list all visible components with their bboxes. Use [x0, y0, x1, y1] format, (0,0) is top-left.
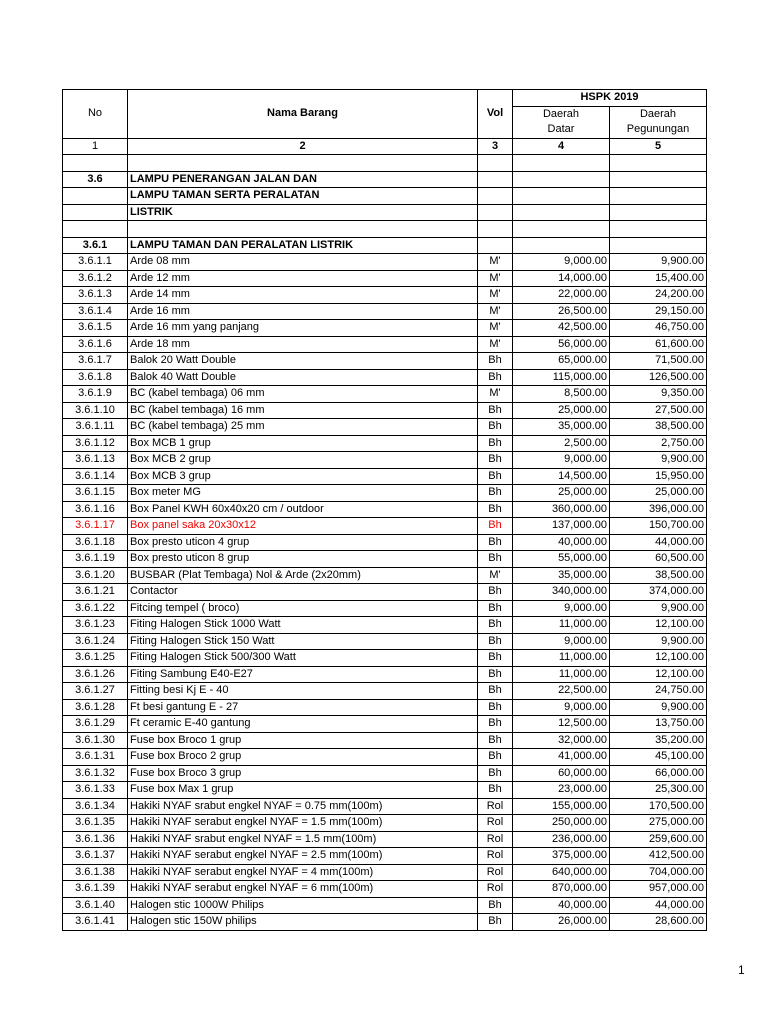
item-price-pegunungan: 374,000.00 — [610, 584, 707, 601]
table-row — [63, 914, 707, 931]
price-table — [62, 89, 707, 931]
item-no: 3.6.1.20 — [63, 567, 128, 584]
table-row — [63, 567, 707, 584]
item-vol: Bh — [478, 650, 513, 667]
item-name: Fitcing tempel ( broco) — [128, 600, 478, 617]
item-name: Hakiki NYAF srabut engkel NYAF = 1.5 mm(100m) — [128, 831, 478, 848]
item-price-datar: 115,000.00 — [513, 369, 610, 386]
item-vol: M' — [478, 287, 513, 304]
section-title-line-3: LISTRIK — [128, 204, 478, 221]
item-price-pegunungan: 38,500.00 — [610, 419, 707, 436]
header-row-1 — [63, 90, 707, 107]
table-row — [63, 336, 707, 353]
item-vol: Bh — [478, 353, 513, 370]
item-name: BC (kabel tembaga) 25 mm — [128, 419, 478, 436]
table-row — [63, 732, 707, 749]
item-price-pegunungan: 15,950.00 — [610, 468, 707, 485]
item-no: 3.6.1.6 — [63, 336, 128, 353]
item-price-pegunungan: 9,900.00 — [610, 600, 707, 617]
table-row — [63, 765, 707, 782]
item-vol: Bh — [478, 600, 513, 617]
col-num-2: 2 — [128, 138, 478, 155]
item-vol: M' — [478, 336, 513, 353]
item-vol: Bh — [478, 897, 513, 914]
item-no: 3.6.1.36 — [63, 831, 128, 848]
item-price-datar: 870,000.00 — [513, 881, 610, 898]
item-name: Hakiki NYAF serabut engkel NYAF = 4 mm(100m) — [128, 864, 478, 881]
item-vol: Bh — [478, 716, 513, 733]
item-price-datar: 14,500.00 — [513, 468, 610, 485]
item-price-datar: 8,500.00 — [513, 386, 610, 403]
item-no: 3.6.1.15 — [63, 485, 128, 502]
item-price-pegunungan: 60,500.00 — [610, 551, 707, 568]
item-price-pegunungan: 150,700.00 — [610, 518, 707, 535]
item-vol: Bh — [478, 518, 513, 535]
item-vol: Rol — [478, 831, 513, 848]
table-row — [63, 419, 707, 436]
item-no: 3.6.1.13 — [63, 452, 128, 469]
header-daerah-datar-1: Daerah — [513, 106, 610, 122]
table-row — [63, 270, 707, 287]
table-row — [63, 617, 707, 634]
table-row — [63, 815, 707, 832]
section-code: 3.6 — [63, 171, 128, 188]
item-price-datar: 9,000.00 — [513, 254, 610, 271]
item-no: 3.6.1.3 — [63, 287, 128, 304]
item-no: 3.6.1.10 — [63, 402, 128, 419]
table-row — [63, 551, 707, 568]
item-price-datar: 250,000.00 — [513, 815, 610, 832]
item-name: Arde 16 mm — [128, 303, 478, 320]
item-name: Balok 40 Watt Double — [128, 369, 478, 386]
item-name: Fitting besi Kj E - 40 — [128, 683, 478, 700]
price-table-sheet — [62, 89, 706, 931]
item-name: Fiting Sambung E40-E27 — [128, 666, 478, 683]
item-price-pegunungan: 24,750.00 — [610, 683, 707, 700]
col-num-1: 1 — [63, 138, 128, 155]
item-vol: M' — [478, 303, 513, 320]
item-price-datar: 35,000.00 — [513, 567, 610, 584]
item-price-datar: 25,000.00 — [513, 402, 610, 419]
item-vol: Rol — [478, 881, 513, 898]
item-vol: Rol — [478, 798, 513, 815]
item-no: 3.6.1.16 — [63, 501, 128, 518]
item-price-datar: 32,000.00 — [513, 732, 610, 749]
table-row — [63, 848, 707, 865]
item-price-datar: 35,000.00 — [513, 419, 610, 436]
section-title-line-2: LAMPU TAMAN SERTA PERALATAN — [128, 188, 478, 205]
item-price-datar: 340,000.00 — [513, 584, 610, 601]
item-name: Arde 12 mm — [128, 270, 478, 287]
item-name: Fuse box Broco 1 grup — [128, 732, 478, 749]
item-vol: Bh — [478, 534, 513, 551]
item-vol: M' — [478, 386, 513, 403]
item-price-datar: 11,000.00 — [513, 650, 610, 667]
table-row — [63, 287, 707, 304]
item-price-pegunungan: 29,150.00 — [610, 303, 707, 320]
header-no: No — [63, 90, 128, 139]
item-no: 3.6.1.27 — [63, 683, 128, 700]
item-name: Box presto uticon 8 grup — [128, 551, 478, 568]
item-no: 3.6.1.21 — [63, 584, 128, 601]
item-name: Halogen stic 150W philips — [128, 914, 478, 931]
item-name: Fiting Halogen Stick 500/300 Watt — [128, 650, 478, 667]
table-row — [63, 534, 707, 551]
item-vol: Bh — [478, 369, 513, 386]
item-price-pegunungan: 12,100.00 — [610, 650, 707, 667]
item-vol: Bh — [478, 485, 513, 502]
item-price-datar: 155,000.00 — [513, 798, 610, 815]
table-row — [63, 452, 707, 469]
item-no: 3.6.1.9 — [63, 386, 128, 403]
item-no: 3.6.1.28 — [63, 699, 128, 716]
item-name: Arde 18 mm — [128, 336, 478, 353]
item-price-datar: 55,000.00 — [513, 551, 610, 568]
item-no: 3.6.1.32 — [63, 765, 128, 782]
subsection-code: 3.6.1 — [63, 237, 128, 254]
item-price-pegunungan: 2,750.00 — [610, 435, 707, 452]
item-name: Box panel saka 20x30x12 — [128, 518, 478, 535]
item-vol: Bh — [478, 435, 513, 452]
item-vol: Rol — [478, 864, 513, 881]
item-vol: M' — [478, 270, 513, 287]
table-row — [63, 716, 707, 733]
item-price-datar: 360,000.00 — [513, 501, 610, 518]
item-no: 3.6.1.14 — [63, 468, 128, 485]
item-price-datar: 42,500.00 — [513, 320, 610, 337]
item-price-pegunungan: 38,500.00 — [610, 567, 707, 584]
item-price-datar: 2,500.00 — [513, 435, 610, 452]
item-vol: Bh — [478, 468, 513, 485]
item-price-pegunungan: 44,000.00 — [610, 897, 707, 914]
item-name: Box Panel KWH 60x40x20 cm / outdoor — [128, 501, 478, 518]
item-price-pegunungan: 27,500.00 — [610, 402, 707, 419]
item-price-pegunungan: 12,100.00 — [610, 666, 707, 683]
item-no: 3.6.1.26 — [63, 666, 128, 683]
item-price-datar: 56,000.00 — [513, 336, 610, 353]
item-name: BC (kabel tembaga) 16 mm — [128, 402, 478, 419]
table-row — [63, 897, 707, 914]
item-no: 3.6.1.29 — [63, 716, 128, 733]
item-price-datar: 11,000.00 — [513, 666, 610, 683]
item-name: Arde 14 mm — [128, 287, 478, 304]
item-price-datar: 9,000.00 — [513, 633, 610, 650]
item-no: 3.6.1.40 — [63, 897, 128, 914]
blank-row — [63, 221, 707, 238]
item-no: 3.6.1.23 — [63, 617, 128, 634]
item-name: Ft ceramic E-40 gantung — [128, 716, 478, 733]
item-name: Halogen stic 1000W Philips — [128, 897, 478, 914]
item-price-pegunungan: 957,000.00 — [610, 881, 707, 898]
item-price-datar: 26,500.00 — [513, 303, 610, 320]
item-no: 3.6.1.7 — [63, 353, 128, 370]
item-no: 3.6.1.8 — [63, 369, 128, 386]
item-price-datar: 22,500.00 — [513, 683, 610, 700]
table-row — [63, 254, 707, 271]
item-price-pegunungan: 25,000.00 — [610, 485, 707, 502]
item-price-pegunungan: 15,400.00 — [610, 270, 707, 287]
item-name: Contactor — [128, 584, 478, 601]
header-datar: Datar — [513, 122, 610, 138]
item-price-pegunungan: 44,000.00 — [610, 534, 707, 551]
item-vol: Rol — [478, 848, 513, 865]
item-vol: Bh — [478, 765, 513, 782]
section-title-line-1: LAMPU PENERANGAN JALAN DAN — [128, 171, 478, 188]
item-price-pegunungan: 9,350.00 — [610, 386, 707, 403]
table-row — [63, 468, 707, 485]
item-price-pegunungan: 126,500.00 — [610, 369, 707, 386]
item-vol: Bh — [478, 683, 513, 700]
item-price-pegunungan: 9,900.00 — [610, 452, 707, 469]
item-price-datar: 11,000.00 — [513, 617, 610, 634]
item-vol: Bh — [478, 551, 513, 568]
item-vol: M' — [478, 567, 513, 584]
item-vol: Bh — [478, 584, 513, 601]
item-price-pegunungan: 35,200.00 — [610, 732, 707, 749]
item-name: Box presto uticon 4 grup — [128, 534, 478, 551]
item-vol: Bh — [478, 452, 513, 469]
item-name: Hakiki NYAF serabut engkel NYAF = 6 mm(100m) — [128, 881, 478, 898]
item-price-datar: 22,000.00 — [513, 287, 610, 304]
item-price-pegunungan: 412,500.00 — [610, 848, 707, 865]
table-row — [63, 633, 707, 650]
item-price-pegunungan: 66,000.00 — [610, 765, 707, 782]
item-price-pegunungan: 25,300.00 — [610, 782, 707, 799]
subsection-row — [63, 237, 707, 254]
item-no: 3.6.1.38 — [63, 864, 128, 881]
item-price-pegunungan: 170,500.00 — [610, 798, 707, 815]
item-no: 3.6.1.22 — [63, 600, 128, 617]
table-row — [63, 749, 707, 766]
table-row — [63, 650, 707, 667]
header-pegunungan: Pegunungan — [610, 122, 707, 138]
item-no: 3.6.1.25 — [63, 650, 128, 667]
header-nama-barang: Nama Barang — [128, 90, 478, 139]
table-row — [63, 402, 707, 419]
item-name: Hakiki NYAF srabut engkel NYAF = 0.75 mm(100m) — [128, 798, 478, 815]
item-name: BC (kabel tembaga) 06 mm — [128, 386, 478, 403]
item-vol: Bh — [478, 914, 513, 931]
item-price-pegunungan: 46,750.00 — [610, 320, 707, 337]
item-price-pegunungan: 12,100.00 — [610, 617, 707, 634]
table-row — [63, 699, 707, 716]
table-row — [63, 485, 707, 502]
item-name: Box MCB 3 grup — [128, 468, 478, 485]
item-no: 3.6.1.11 — [63, 419, 128, 436]
item-price-pegunungan: 24,200.00 — [610, 287, 707, 304]
item-no: 3.6.1.37 — [63, 848, 128, 865]
item-no: 3.6.1.33 — [63, 782, 128, 799]
table-row — [63, 303, 707, 320]
item-price-datar: 41,000.00 — [513, 749, 610, 766]
item-no: 3.6.1.34 — [63, 798, 128, 815]
table-row — [63, 353, 707, 370]
item-vol: Bh — [478, 419, 513, 436]
item-vol: Bh — [478, 633, 513, 650]
item-price-datar: 65,000.00 — [513, 353, 610, 370]
item-price-datar: 137,000.00 — [513, 518, 610, 535]
item-no: 3.6.1.5 — [63, 320, 128, 337]
table-row — [63, 320, 707, 337]
item-vol: Bh — [478, 666, 513, 683]
item-price-datar: 375,000.00 — [513, 848, 610, 865]
item-name: Fuse box Broco 2 grup — [128, 749, 478, 766]
item-price-datar: 26,000.00 — [513, 914, 610, 931]
table-row — [63, 386, 707, 403]
item-no: 3.6.1.4 — [63, 303, 128, 320]
item-no: 3.6.1.17 — [63, 518, 128, 535]
section-row — [63, 171, 707, 188]
item-price-pegunungan: 9,900.00 — [610, 633, 707, 650]
item-price-pegunungan: 275,000.00 — [610, 815, 707, 832]
item-name: Arde 16 mm yang panjang — [128, 320, 478, 337]
item-price-pegunungan: 28,600.00 — [610, 914, 707, 931]
header-vol: Vol — [478, 90, 513, 139]
col-num-3: 3 — [478, 138, 513, 155]
item-price-pegunungan: 61,600.00 — [610, 336, 707, 353]
item-vol: Bh — [478, 699, 513, 716]
item-no: 3.6.1.12 — [63, 435, 128, 452]
item-price-datar: 9,000.00 — [513, 600, 610, 617]
table-row — [63, 683, 707, 700]
section-row-2 — [63, 188, 707, 205]
col-num-5: 5 — [610, 138, 707, 155]
item-name: Fuse box Max 1 grup — [128, 782, 478, 799]
item-name: Box MCB 1 grup — [128, 435, 478, 452]
item-price-pegunungan: 9,900.00 — [610, 699, 707, 716]
item-vol: Bh — [478, 782, 513, 799]
item-price-datar: 25,000.00 — [513, 485, 610, 502]
item-price-datar: 640,000.00 — [513, 864, 610, 881]
item-price-datar: 14,000.00 — [513, 270, 610, 287]
item-vol: M' — [478, 320, 513, 337]
table-row — [63, 435, 707, 452]
item-no: 3.6.1.41 — [63, 914, 128, 931]
item-name: Box meter MG — [128, 485, 478, 502]
item-name: Fiting Halogen Stick 150 Watt — [128, 633, 478, 650]
table-row — [63, 600, 707, 617]
item-name: Hakiki NYAF serabut engkel NYAF = 1.5 mm(100m) — [128, 815, 478, 832]
subsection-title: LAMPU TAMAN DAN PERALATAN LISTRIK — [128, 237, 478, 254]
blank-row — [63, 155, 707, 172]
item-no: 3.6.1.39 — [63, 881, 128, 898]
item-vol: Bh — [478, 732, 513, 749]
table-row — [63, 798, 707, 815]
item-price-pegunungan: 13,750.00 — [610, 716, 707, 733]
header-daerah-pegunungan-1: Daerah — [610, 106, 707, 122]
item-vol: Bh — [478, 402, 513, 419]
table-row — [63, 584, 707, 601]
item-vol: Bh — [478, 501, 513, 518]
col-num-4: 4 — [513, 138, 610, 155]
item-no: 3.6.1.1 — [63, 254, 128, 271]
table-row — [63, 369, 707, 386]
item-price-pegunungan: 396,000.00 — [610, 501, 707, 518]
table-row — [63, 831, 707, 848]
item-price-datar: 40,000.00 — [513, 897, 610, 914]
item-vol: Rol — [478, 815, 513, 832]
item-no: 3.6.1.30 — [63, 732, 128, 749]
item-name: Fiting Halogen Stick 1000 Watt — [128, 617, 478, 634]
item-vol: M' — [478, 254, 513, 271]
item-price-pegunungan: 71,500.00 — [610, 353, 707, 370]
item-vol: Bh — [478, 617, 513, 634]
item-vol: Bh — [478, 749, 513, 766]
item-no: 3.6.1.24 — [63, 633, 128, 650]
item-no: 3.6.1.31 — [63, 749, 128, 766]
item-name: Hakiki NYAF serabut engkel NYAF = 2.5 mm(100m) — [128, 848, 478, 865]
page-number: 1 — [738, 963, 745, 977]
item-price-pegunungan: 259,600.00 — [610, 831, 707, 848]
table-row — [63, 782, 707, 799]
item-no: 3.6.1.18 — [63, 534, 128, 551]
item-price-datar: 9,000.00 — [513, 699, 610, 716]
item-price-datar: 236,000.00 — [513, 831, 610, 848]
table-row — [63, 518, 707, 535]
item-name: Box MCB 2 grup — [128, 452, 478, 469]
item-price-datar: 60,000.00 — [513, 765, 610, 782]
table-row — [63, 864, 707, 881]
item-price-pegunungan: 9,900.00 — [610, 254, 707, 271]
item-price-datar: 9,000.00 — [513, 452, 610, 469]
item-price-pegunungan: 45,100.00 — [610, 749, 707, 766]
header-hspk: HSPK 2019 — [513, 90, 707, 107]
item-no: 3.6.1.35 — [63, 815, 128, 832]
item-name: Fuse box Broco 3 grup — [128, 765, 478, 782]
item-price-datar: 12,500.00 — [513, 716, 610, 733]
item-name: Balok 20 Watt Double — [128, 353, 478, 370]
item-name: BUSBAR (Plat Tembaga) Nol & Arde (2x20mm) — [128, 567, 478, 584]
item-price-datar: 40,000.00 — [513, 534, 610, 551]
section-row-3 — [63, 204, 707, 221]
table-row — [63, 881, 707, 898]
table-row — [63, 666, 707, 683]
item-no: 3.6.1.19 — [63, 551, 128, 568]
table-row — [63, 501, 707, 518]
item-price-pegunungan: 704,000.00 — [610, 864, 707, 881]
item-name: Ft besi gantung E - 27 — [128, 699, 478, 716]
item-no: 3.6.1.2 — [63, 270, 128, 287]
column-number-row — [63, 138, 707, 155]
item-name: Arde 08 mm — [128, 254, 478, 271]
item-price-datar: 23,000.00 — [513, 782, 610, 799]
